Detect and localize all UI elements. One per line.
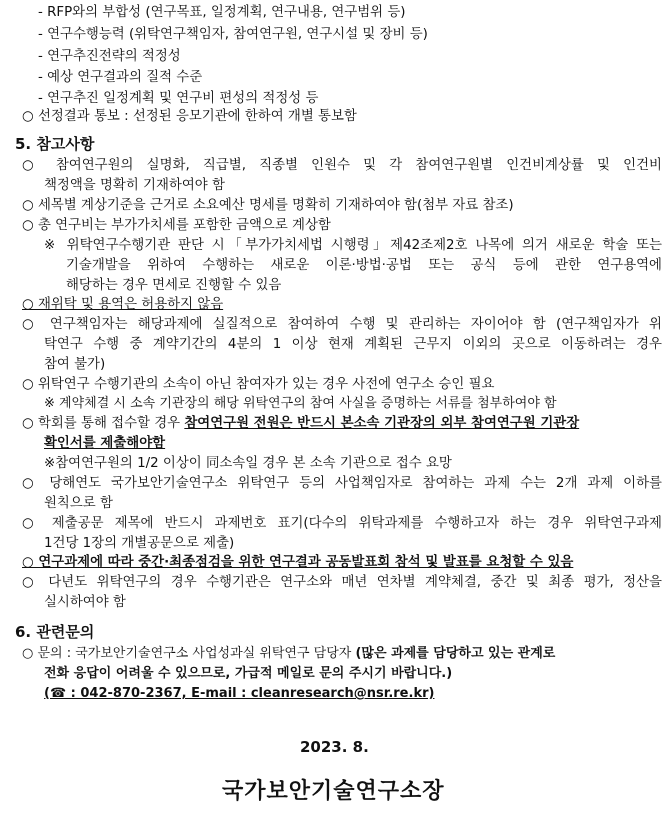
note-item-5-cont: 탁연구 수행 중 계약기간의 4분의 1 이상 현재 계획된 근무지 이외의 곳으로 이동하려는 경우 (44, 337, 662, 352)
note-item-9: ○ 제출공문 제목에 반드시 과제번호 표기(다수의 위탁과제를 수행하고자 하는 경우 위탁연구과제 (22, 516, 662, 531)
contact-request-cont: 전화 응답이 어려울 수 있으므로, 가급적 메일로 문의 주시기 바랍니다.) (44, 666, 453, 681)
note-item-10: ○ 연구과제에 따라 중간·최종점검을 위한 연구결과 공동발표회 참석 및 발표를 요청할 수 있음 (22, 555, 574, 570)
vat-note: ※ 위탁연구수행기관 판단 시「부가가치세법 시행령」제42조제2호 나목에 의거 새로운 학술 또는 (44, 238, 662, 253)
note-item-7-emphasis: 참여연구원 전원은 반드시 본소속 기관장의 외부 참여연구원 기관장 (184, 416, 580, 431)
section-6-title: 6. 관련문의 (15, 623, 95, 641)
selection-notice: ○ 선정결과 통보 : 선정된 응모기관에 한하여 개별 통보함 (22, 109, 357, 124)
note-item-11-cont: 실시하여야 함 (44, 595, 126, 610)
section-5-title: 5. 참고사항 (15, 135, 95, 153)
note-item-8-cont: 원칙으로 함 (44, 496, 113, 511)
note-item-7-lead: ○ 학회를 통해 접수할 경우 (22, 416, 185, 431)
contact-line (22, 644, 555, 664)
criteria-item: - 연구추진 일정계획 및 연구비 편성의 적정성 등 (38, 91, 319, 106)
note-item-2: ○ 세목별 계상기준을 근거로 소요예산 명세를 명확히 기재하여야 함(첨부 자료 참조) (22, 198, 514, 213)
note-item-6: ○ 위탁연구 수행기관의 소속이 아닌 참여자가 있는 경우 사전에 연구소 승인 필요 (22, 377, 495, 392)
note-item-3: ○ 총 연구비는 부가가치세를 포함한 금액으로 계상함 (22, 218, 331, 233)
criteria-item: - 예상 연구결과의 질적 수준 (38, 70, 203, 85)
vat-note-cont: 해당하는 경우 면세로 진행할 수 있음 (66, 278, 282, 293)
note-item-6-note: ※ 계약체결 시 소속 기관장의 해당 위탁연구의 참여 사실을 증명하는 서류를 첨부하여야 함 (44, 396, 557, 411)
note-item-7-note: ※참여연구원의 1/2 이상이 同소속일 경우 본 소속 기관으로 접수 요망 (44, 456, 452, 471)
note-item-1-cont: 책정액을 명확히 기재하여야 함 (44, 178, 225, 193)
contact-request: (많은 과제를 담당하고 있는 관계로 (355, 646, 556, 661)
criteria-item: - 연구수행능력 (위탁연구책임자, 참여연구원, 연구시설 및 장비 등) (38, 27, 428, 42)
note-item-8: ○ 당해연도 국가보안기술연구소 위탁연구 등의 사업책임자로 참여하는 과제 수는 2개 과제 이하를 (22, 476, 662, 491)
note-item-11: ○ 다년도 위탁연구의 경우 수행기관은 연구소와 매년 연차별 계약체결, 중간 및 최종 평가, 정산을 (22, 575, 662, 590)
note-item-5: ○ 연구책임자는 해당과제에 실질적으로 참여하여 수행 및 관리하는 자이어야 함 (연구책임자가 위 (22, 317, 662, 332)
document-date: 2023. 8. (300, 738, 369, 756)
note-item-5-cont: 참여 불가) (44, 357, 106, 372)
criteria-item: - RFP와의 부합성 (연구목표, 일정계획, 연구내용, 연구범위 등) (38, 5, 406, 20)
note-item-1: ○ 참여연구원의 실명화, 직급별, 직종별 인원수 및 각 참여연구원별 인건비계상률 및 인건비 (22, 158, 662, 173)
criteria-item: - 연구추진전략의 적정성 (38, 49, 181, 64)
contact-lead: ○ 문의 : 국가보안기술연구소 사업성과실 위탁연구 담당자 (22, 646, 356, 661)
note-item-7-cont: 확인서를 제출해야함 (44, 436, 166, 451)
signature-institute: 국가보안기술연구소장 (222, 779, 445, 804)
note-item-7 (22, 414, 579, 434)
vat-note-cont: 기술개발을 위하여 수행하는 새로운 이론·방법·공법 또는 공식 등에 관한 연구용역에 (66, 258, 662, 273)
contact-phone-email[interactable]: (☎ : 042-870-2367, E-mail : cleanresearch@nsr.re.kr) (44, 686, 435, 701)
note-item-4: ○ 재위탁 및 용역은 허용하지 않음 (22, 297, 224, 312)
note-item-9-cont: 1건당 1장의 개별공문으로 제출) (44, 536, 235, 551)
